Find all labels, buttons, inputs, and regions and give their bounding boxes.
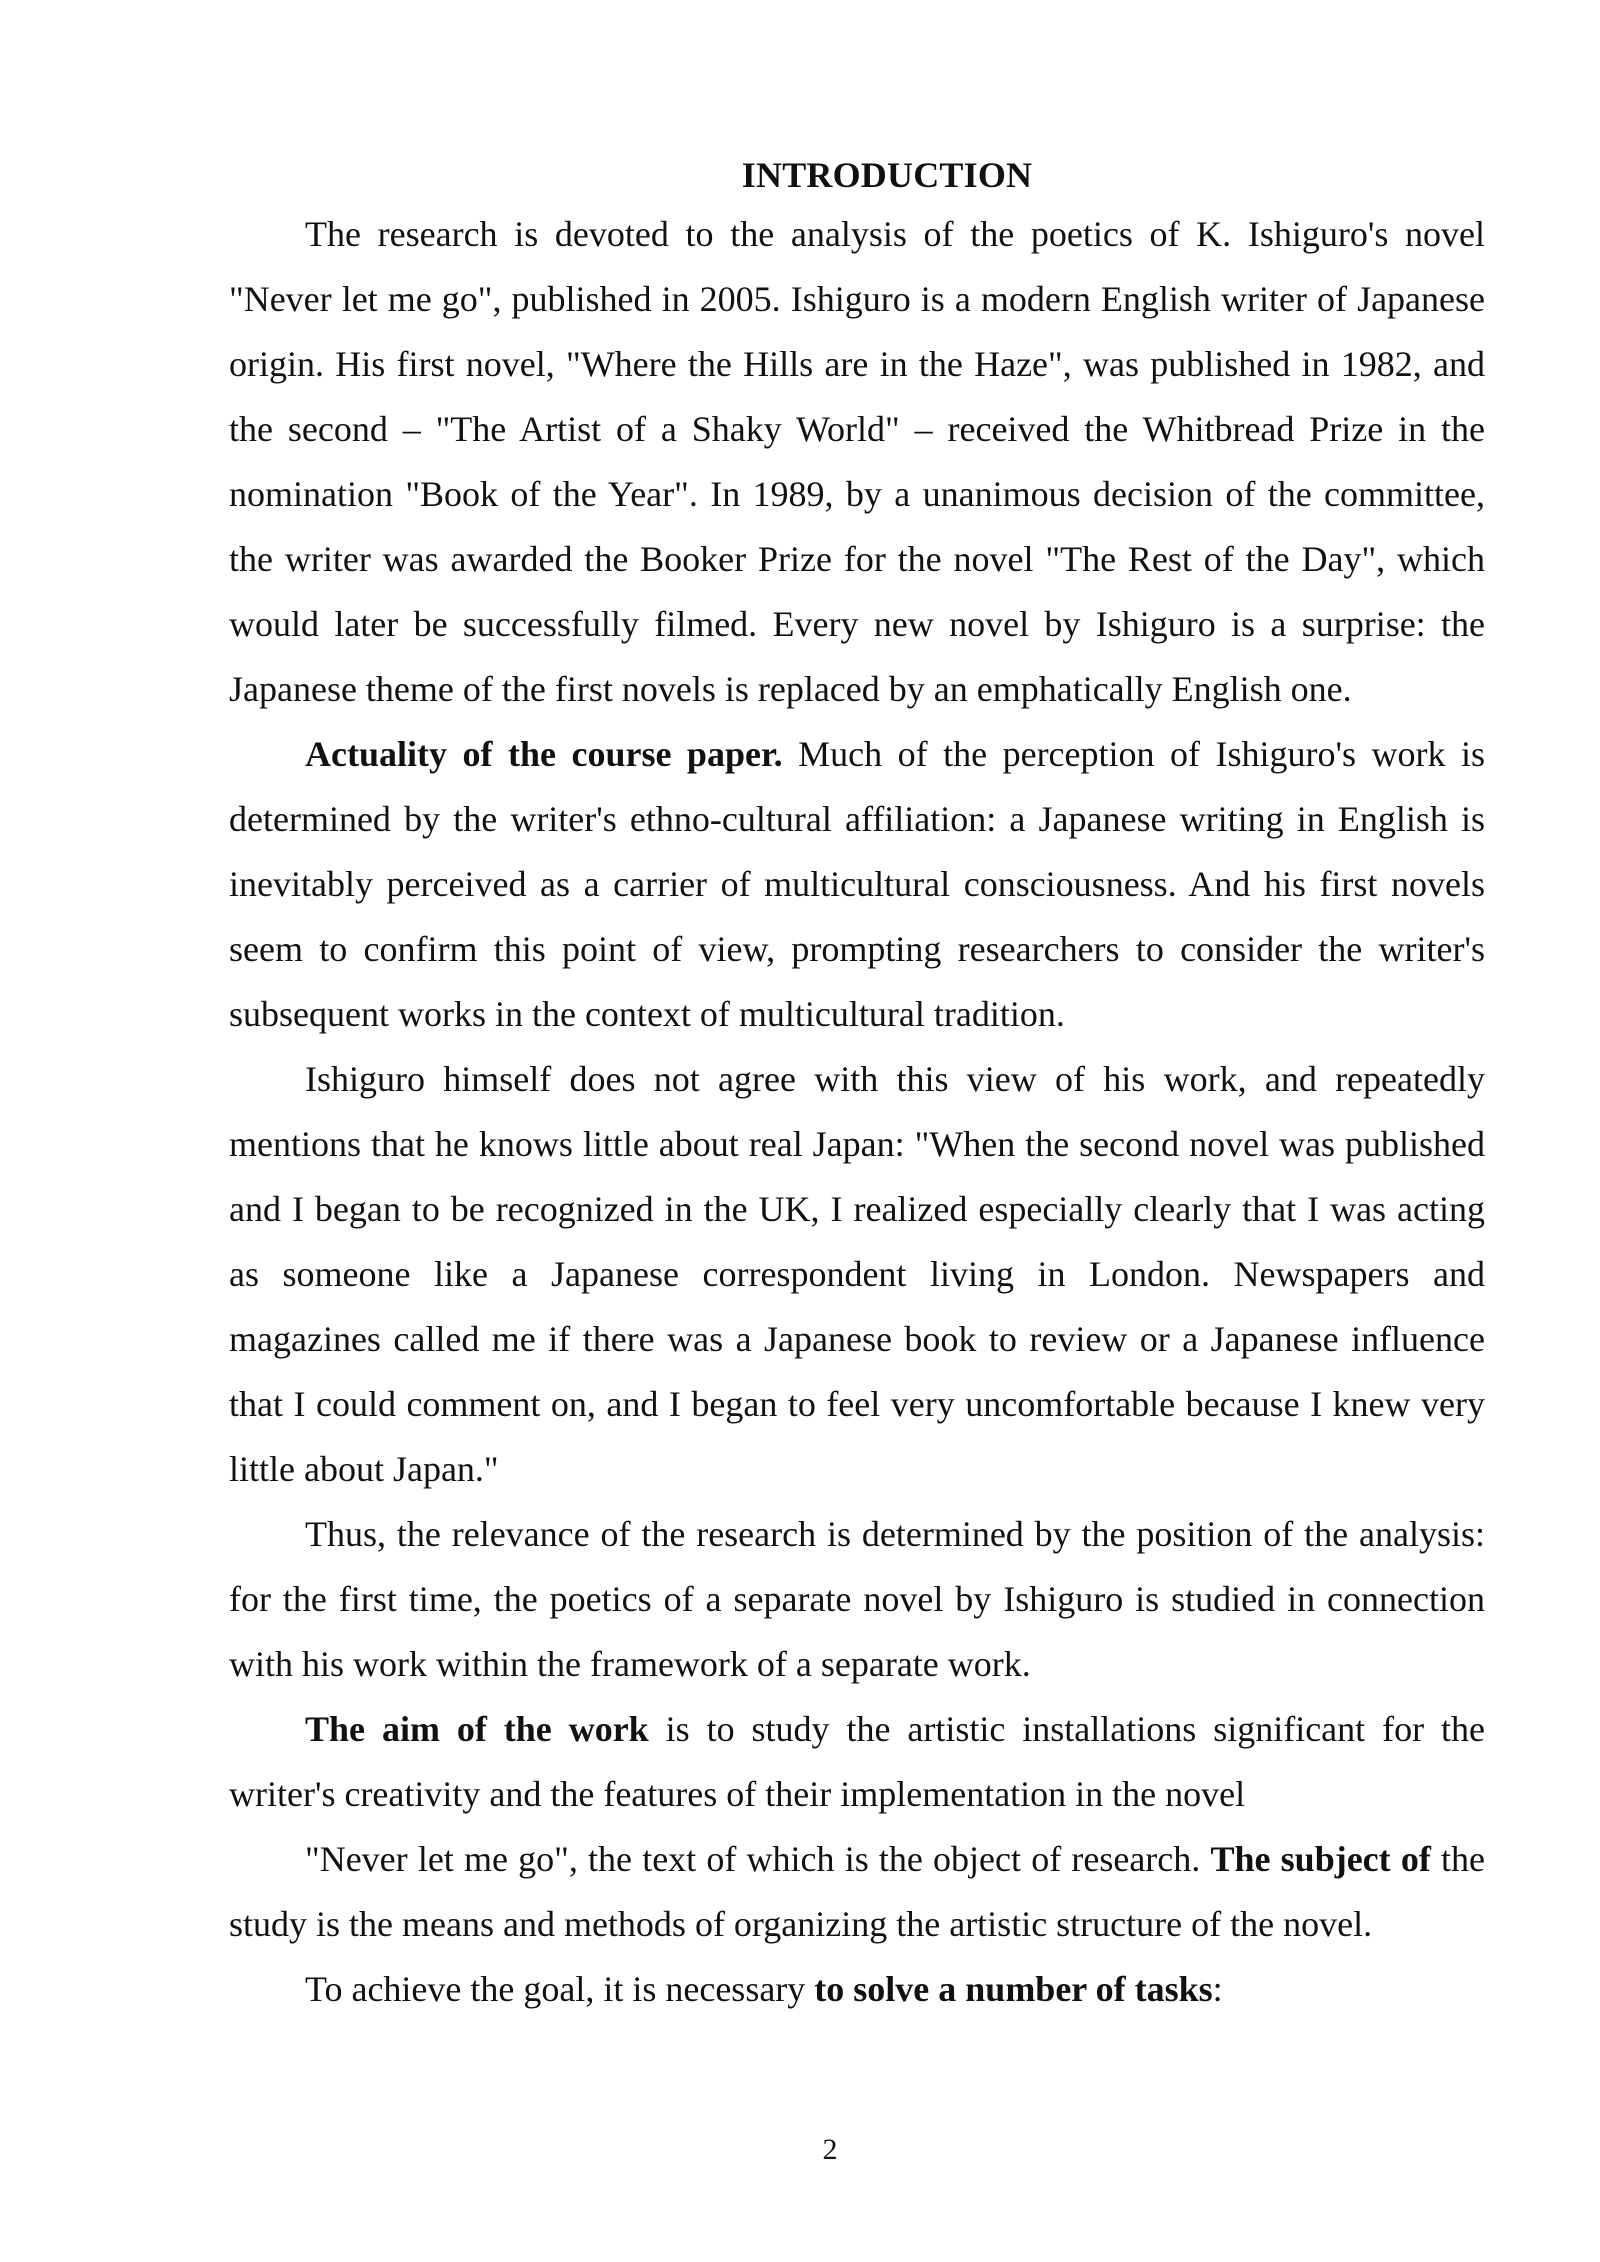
paragraph-actuality: [229, 722, 1485, 1047]
paragraph-ishiguro-quote: [229, 1047, 1485, 1502]
paragraph-text: Much of the perception of Ishiguro's work is determined by the writer's ethno-cultural affiliation: a Japanese writing in English is inevitably perceived as a carrier of multicultural consciousness. And his first novels seem to confirm this point of view, prompting researchers to consider the writer's subsequent works in the context of multicultural tradition.: [229, 734, 1485, 1034]
paragraph-tasks: [229, 1957, 1485, 2022]
paragraph-bold-lead: The aim of the work: [305, 1709, 649, 1749]
paragraph-aim: [229, 1697, 1485, 1827]
paragraph-text: is to study the artistic installations significant for the writer's creativity and the features of their implementation in the novel: [229, 1709, 1485, 1814]
paragraph-bold-term: The subject of: [1210, 1839, 1431, 1879]
paragraph-text: Ishiguro himself does not agree with this view of his work, and repeatedly mentions that he knows little about real Japan: "When the second novel was published and I began to be recognized in the UK, I realized especially clearly that I was acting as someone like a Japanese correspondent living in London. Newspapers and magazines called me if there was a Japanese book to review or a Japanese influence that I could comment on, and I began to feel very uncomfortable because I knew very little about Japan.": [229, 1059, 1485, 1489]
paragraph-bold-term: to solve a number of tasks: [814, 1969, 1213, 2009]
page-content: [229, 148, 1485, 2022]
paragraph-text: "Never let me go", the text of which is the object of research.: [305, 1839, 1211, 1879]
paragraph-bold-lead: Actuality of the course paper.: [305, 734, 783, 774]
paragraph-text: Thus, the relevance of the research is determined by the position of the analysis: for the first time, the poetics of a separate novel by Ishiguro is studied in connection with his work within the framework of a separate work.: [229, 1514, 1485, 1684]
page-number: 2: [822, 2133, 838, 2166]
paragraph-intro: [229, 202, 1485, 722]
paragraph-text: The research is devoted to the analysis of the poetics of K. Ishiguro's novel "Never let me go", published in 2005. Ishiguro is a modern English writer of Japanese origin. His first novel, "Where the Hills are in the Haze", was published in 1982, and the second – "The Artist of a Shaky World" – received the Whitbread Prize in the nomination "Book of the Year". In 1989, by a unanimous decision of the committee, the writer was awarded the Booker Prize for the novel "The Rest of the Day", which would later be successfully filmed. Every new novel by Ishiguro is a surprise: the Japanese theme of the first novels is replaced by an emphatically English one.: [229, 214, 1485, 709]
paragraph-relevance: [229, 1502, 1485, 1697]
section-title: INTRODUCTION: [741, 155, 1033, 195]
paragraph-object-subject: [229, 1827, 1485, 1957]
paragraph-text: :: [1212, 1969, 1223, 2009]
paragraph-text: the study is the means and methods of organizing the artistic structure of the novel.: [229, 1839, 1485, 1944]
paragraph-text: To achieve the goal, it is necessary: [305, 1969, 815, 2009]
